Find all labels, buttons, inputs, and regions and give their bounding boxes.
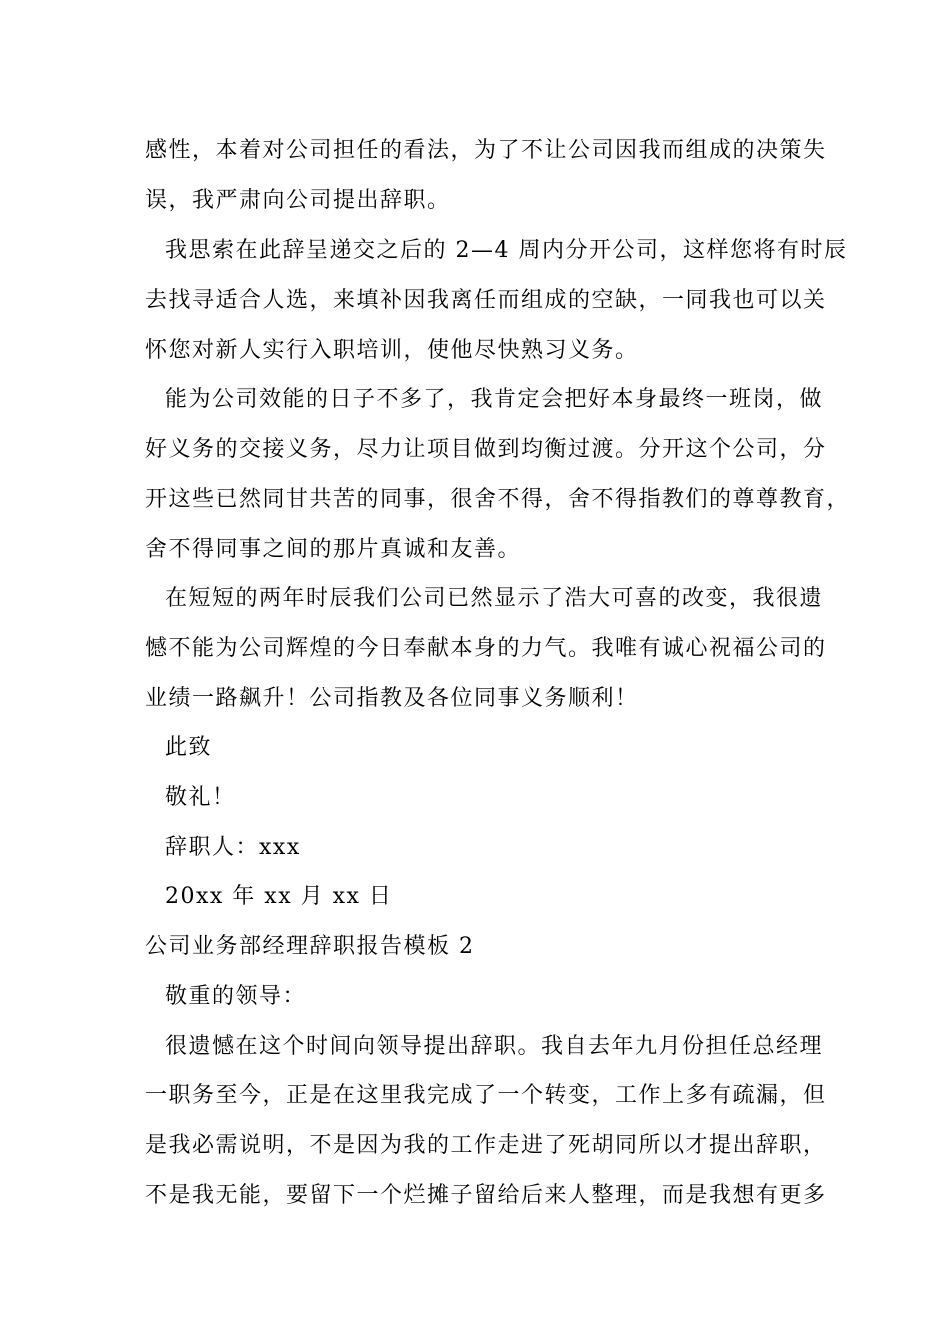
section-title: 公司业务部经理辞职报告模板 2: [145, 934, 475, 959]
paragraph-line: 憾不能为公司辉煌的今日奉献本身的力气。我唯有诚心祝福公司的: [145, 636, 827, 661]
salutation-line: 敬礼！: [165, 785, 236, 810]
paragraph-line: 能为公司效能的日子不多了，我肯定会把好本身最终一班岗，做: [165, 387, 824, 412]
paragraph-line: 好义务的交接义务，尽力让项目做到均衡过渡。分开这个公司，分: [145, 437, 827, 462]
paragraph-line: 不是我无能，要留下一个烂摊子留给后来人整理，而是我想有更多: [145, 1183, 827, 1208]
paragraph-line: 舍不得同事之间的那片真诚和友善。: [145, 537, 522, 562]
paragraph-line: 是我必需说明，不是因为我的工作走进了死胡同所以才提出辞职，: [145, 1133, 827, 1158]
paragraph-line: 我思索在此辞呈递交之后的 2—4 周内分开公司，这样您将有时辰: [165, 238, 848, 263]
date-line: 20xx 年 xx 月 xx 日: [165, 884, 393, 909]
paragraph-line: 很遗憾在这个时间向领导提出辞职。我自去年九月份担任总经理: [165, 1034, 824, 1059]
closing-line: 此致: [165, 735, 213, 760]
paragraph-line: 在短短的两年时辰我们公司已然显示了浩大可喜的改变，我很遗: [165, 586, 824, 611]
paragraph-line: 业绩一路飙升！公司指教及各位同事义务顺利！: [145, 686, 639, 711]
paragraph-line: 一职务至今，正是在这里我完成了一个转变，工作上多有疏漏，但: [145, 1083, 827, 1108]
signature-line: 辞职人：xxx: [165, 835, 301, 860]
paragraph-line: 开这些已然同甘共苦的同事，很舍不得，舍不得指教们的尊尊教育，: [145, 487, 851, 512]
paragraph-line: 误，我严肃向公司提出辞职。: [145, 188, 451, 213]
paragraph-line: 怀您对新人实行入职培训，使他尽快熟习义务。: [145, 338, 639, 363]
paragraph-line: 去找寻适合人选，来填补因我离任而组成的空缺，一同我也可以关: [145, 288, 827, 313]
paragraph-line: 感性，本着对公司担任的看法，为了不让公司因我而组成的决策失: [145, 138, 827, 163]
greeting-line: 敬重的领导：: [165, 984, 307, 1009]
